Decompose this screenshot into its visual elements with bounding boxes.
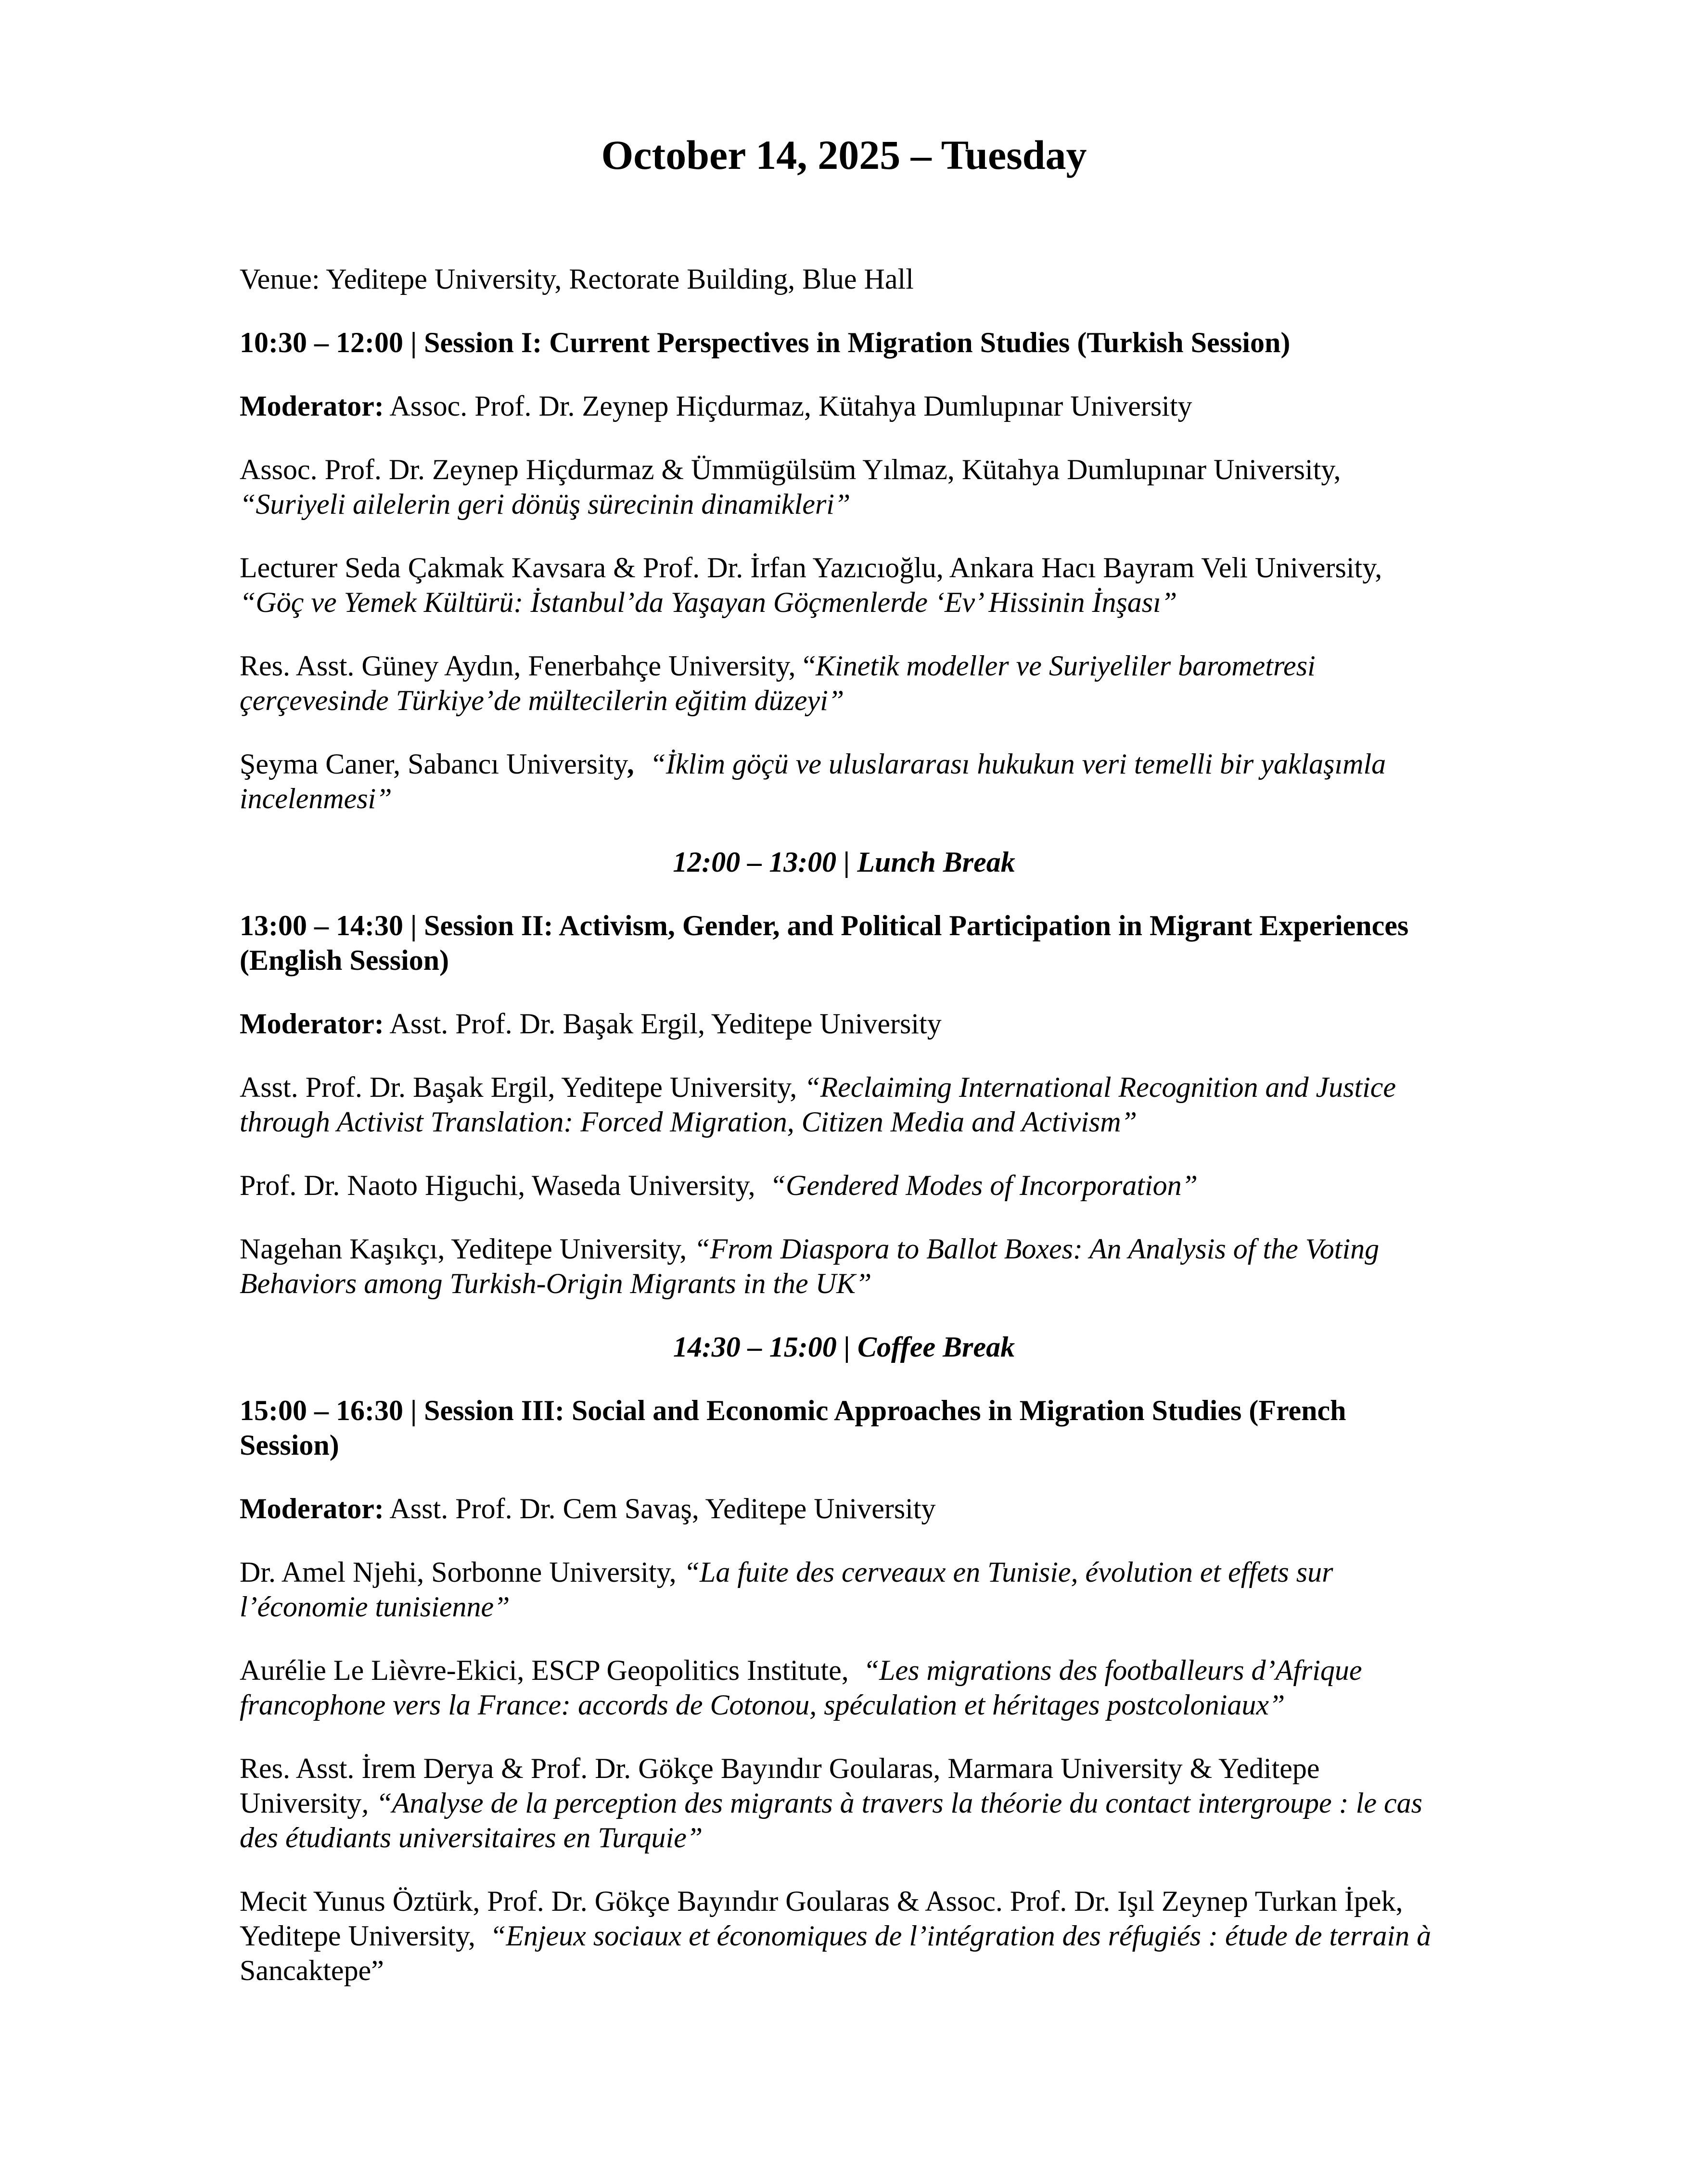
text-run: , [628, 748, 636, 780]
text-run: Şeyma Caner, Sabancı University [240, 748, 628, 780]
text-run: , “Analyse de la perception des migrants à travers la théorie du contact intergroupe : le cas des étudiants universitaires en Turquie” [240, 1787, 1430, 1854]
text-run: Mecit Yunus Öztürk, Prof. Dr. Gökçe Bayındır Goularas & Assoc. Prof. Dr. Işıl Zeynep Turkan İpek, Yeditepe University, [240, 1885, 1409, 1952]
venue-line: Venue: Yeditepe University, Rectorate Building, Blue Hall [240, 263, 914, 295]
text-run: Sancaktepe” [240, 1955, 384, 1986]
text-run: 10:30 – 12:00 | Session I: Current Perspectives in Migration Studies (Turkish Session) [240, 327, 1291, 358]
text-run: 15:00 – 16:30 | Session III: Social and Economic Approaches in Migration Studies (French Session) [240, 1395, 1354, 1461]
paper-entry [240, 648, 1448, 718]
paper-entry [240, 1884, 1448, 1988]
paper-entry [240, 1653, 1448, 1722]
break-line [240, 1330, 1448, 1364]
text-run: 14:30 – 15:00 | Coffee Break [673, 1331, 1015, 1363]
text-run: “İklim göçü ve uluslararası hukukun veri temelli bir yaklaşımla incelenmesi” [240, 748, 1394, 814]
text-run: “Les migrations des footballeurs d’Afrique francophone vers la France: accords de Cotonou, spéculation et héritages postcoloniaux” [240, 1654, 1369, 1721]
text-run: Dr. Amel Njehi, Sorbonne University, [240, 1556, 684, 1588]
paper-entry [240, 747, 1448, 816]
paper-entry [240, 550, 1448, 620]
moderator-line [240, 1006, 1448, 1041]
schedule [240, 325, 1448, 1988]
moderator-line [240, 1491, 1448, 1526]
text-run: Moderator: [240, 390, 384, 422]
session-header [240, 1393, 1448, 1462]
text-run: “Enjeux sociaux et économiques de l’intégration des réfugiés : étude de terrain à [489, 1920, 1439, 1952]
text-run: “La fuite des cerveaux en Tunisie, évolution et effets sur l’économie tunisienne” [240, 1556, 1341, 1623]
text-run: Aurélie Le Lièvre-Ekici, ESCP Geopolitics Institute, [240, 1654, 863, 1686]
paper-entry [240, 452, 1448, 521]
text-run: Nagehan Kaşıkçı, Yeditepe University, [240, 1233, 694, 1265]
session-header [240, 325, 1448, 360]
paper-entry [240, 1751, 1448, 1855]
text-run: Res. Asst. İrem Derya & Prof. Dr. Gökçe Bayındır Goularas, Marmara University & Yeditepe University [240, 1752, 1327, 1819]
text-run: Asst. Prof. Dr. Başak Ergil, Yeditepe University, [240, 1071, 805, 1103]
text-run: Kinetik modeller ve Suriyeliler barometresi çerçevesinde Türkiye’de mültecilerin eğitim düzeyi” [240, 650, 1323, 716]
text-run: “Reclaiming International Recognition and Justice through Activist Translation: Forced Migration, Citizen Media and Activism” [240, 1071, 1404, 1138]
text-run: Prof. Dr. Naoto Higuchi, Waseda University, [240, 1169, 770, 1201]
text-run: Asst. Prof. Dr. Başak Ergil, Yeditepe University [384, 1008, 942, 1040]
text-run: 13:00 – 14:30 | Session II: Activism, Gender, and Political Participation in Migrant Experiences (English Session) [240, 910, 1416, 976]
text-run: “Gendered Modes of Incorporation” [769, 1169, 1198, 1201]
text-run: Res. Asst. Güney Aydın, Fenerbahçe University, “ [240, 650, 816, 682]
text-run: Asst. Prof. Dr. Cem Savaş, Yeditepe University [384, 1493, 936, 1524]
text-run: 12:00 – 13:00 | Lunch Break [673, 846, 1015, 878]
paper-entry [240, 1232, 1448, 1301]
text-run: “From Diaspora to Ballot Boxes: An Analysis of the Voting Behaviors among Turkish-Origin Migrants in the UK” [240, 1233, 1387, 1299]
page-title: October 14, 2025 – Tuesday [601, 132, 1087, 178]
break-line [240, 845, 1448, 879]
text-run: Assoc. Prof. Dr. Zeynep Hiçdurmaz & Ümmügülsüm Yılmaz, Kütahya Dumlupınar University, [240, 454, 1348, 485]
text-run: Assoc. Prof. Dr. Zeynep Hiçdurmaz, Kütahya Dumlupınar University [384, 390, 1192, 422]
text-run: “Göç ve Yemek Kültürü: İstanbul’da Yaşayan Göçmenlerde ‘Ev’ Hissinin İnşası” [240, 586, 1177, 618]
paper-entry [240, 1168, 1448, 1203]
text-run: “Suriyeli ailelerin geri dönüş sürecinin dinamikleri” [240, 488, 851, 520]
text-run: Lecturer Seda Çakmak Kavsara & Prof. Dr. İrfan Yazıcıoğlu, Ankara Hacı Bayram Veli University, [240, 552, 1390, 584]
session-header [240, 908, 1448, 978]
moderator-line [240, 389, 1448, 423]
paper-entry [240, 1555, 1448, 1624]
text-run: Moderator: [240, 1008, 384, 1040]
paper-entry [240, 1070, 1448, 1139]
text-run: Moderator: [240, 1493, 384, 1524]
